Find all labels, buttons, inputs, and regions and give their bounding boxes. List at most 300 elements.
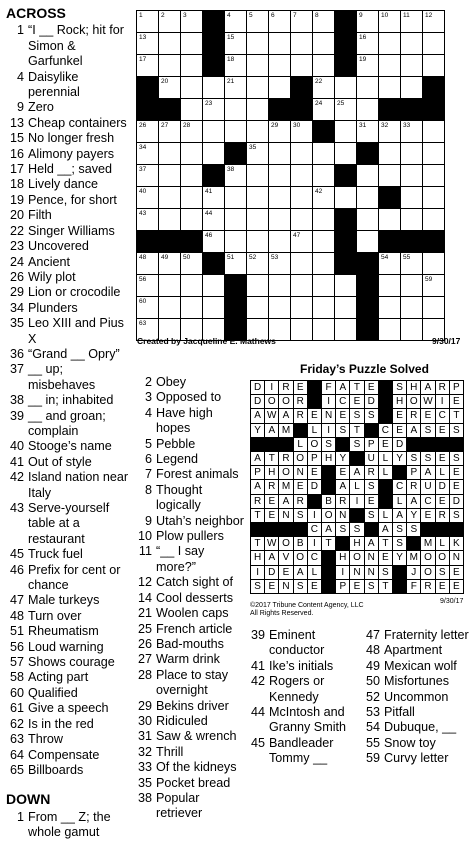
solution-cell: L: [435, 465, 450, 480]
clue-text: Turn over: [28, 608, 82, 623]
clue-text: Rheumatism: [28, 624, 99, 639]
cell-number: 5: [249, 12, 253, 19]
solution-cell: T: [250, 536, 265, 551]
solution-cell: R: [335, 494, 350, 509]
grid-cell: [400, 186, 423, 209]
solution-cell: L: [307, 565, 322, 580]
clue-number: 58: [9, 670, 24, 685]
grid-cell: [334, 274, 357, 297]
cell-number: 40: [139, 188, 147, 195]
cell-number: 55: [403, 254, 411, 261]
solution-block: [307, 380, 322, 395]
grid-cell: [180, 296, 203, 319]
grid-cell: [246, 76, 269, 99]
grid-cell: [136, 274, 159, 297]
solution-cell: I: [349, 494, 364, 509]
clue-text: Have high hopes: [156, 405, 213, 436]
solution-block: [392, 465, 407, 480]
solution-cell: O: [435, 550, 450, 565]
grid-cell: [136, 164, 159, 187]
solution-cell: T: [321, 536, 336, 551]
grid-cell: [136, 120, 159, 143]
solution-cell: M: [406, 550, 421, 565]
grid-block: [356, 318, 379, 341]
grid-block: [290, 98, 313, 121]
solution-block: [307, 494, 322, 509]
solution-cell: Y: [335, 451, 350, 466]
grid-cell: [290, 10, 313, 33]
clue-text: Wily plot: [28, 269, 76, 284]
grid-cell: [422, 252, 445, 275]
grid-cell: [356, 98, 379, 121]
clue-item: [6, 131, 130, 146]
clue-item: [362, 736, 472, 751]
clue-item: [362, 674, 472, 689]
clue-number: 28: [137, 667, 152, 682]
solution-cell: L: [378, 508, 393, 523]
grid-cell: [224, 252, 247, 275]
cell-number: 47: [293, 232, 301, 239]
cell-number: 11: [403, 12, 410, 19]
grid-cell: [290, 186, 313, 209]
solution-cell: L: [378, 451, 393, 466]
clue-number: 12: [137, 575, 152, 590]
solution-date: 9/30/17: [440, 598, 464, 605]
clue-text: Plow pullers: [156, 529, 224, 544]
grid-cell: [136, 32, 159, 55]
clue-text: Rogers or Kennedy: [269, 674, 325, 704]
solution-cell: H: [406, 380, 421, 395]
grid-cell: [136, 142, 159, 165]
clue-item: [6, 439, 130, 454]
grid-cell: [246, 98, 269, 121]
clue-item: [362, 643, 472, 658]
cell-number: 24: [315, 100, 323, 107]
grid-cell: [334, 76, 357, 99]
clue-text: Pocket bread: [156, 775, 231, 790]
clue-number: 18: [9, 177, 24, 192]
clue-item: [362, 751, 472, 766]
solution-cell: N: [293, 465, 308, 480]
clue-item: [6, 208, 130, 223]
cell-number: 63: [139, 320, 147, 327]
cell-number: 37: [139, 166, 147, 173]
solution-block: [435, 437, 450, 452]
clue-number: 8: [144, 482, 152, 497]
grid-cell: [224, 208, 247, 231]
solution-cell: S: [392, 536, 407, 551]
clue-number: 65: [9, 762, 24, 777]
solution-cell: N: [449, 550, 464, 565]
solution-cell: I: [307, 508, 322, 523]
grid-cell: [202, 230, 225, 253]
grid-block: [422, 230, 445, 253]
solution-cell: D: [392, 437, 407, 452]
cell-number: 13: [139, 34, 147, 41]
clue-text: Pence, for short: [28, 192, 117, 207]
clue-number: 40: [9, 439, 24, 454]
clue-item: [247, 705, 359, 736]
cell-number: 32: [381, 122, 389, 129]
cell-number: 18: [227, 56, 235, 63]
clue-number: 48: [365, 643, 380, 658]
clue-text: Give a speech: [28, 701, 109, 716]
clue-text: “I __ Rock; hit for Simon & Garfunkel: [28, 23, 124, 69]
solution-cell: A: [349, 465, 364, 480]
clue-text: Held __; saved: [28, 162, 113, 177]
solution-cell: E: [392, 423, 407, 438]
clue-item: [6, 100, 130, 115]
clue-text: Thrill: [156, 744, 184, 759]
clue-number: 53: [365, 705, 380, 720]
solution-cell: I: [264, 380, 279, 395]
solution-cell: L: [307, 423, 322, 438]
clue-item: [6, 748, 130, 763]
grid-block: [334, 208, 357, 231]
grid-block: [202, 32, 225, 55]
cell-number: 20: [161, 78, 169, 85]
solution-cell: S: [435, 565, 450, 580]
clue-number: 15: [9, 131, 24, 146]
grid-cell: [180, 252, 203, 275]
solution-cell: E: [378, 437, 393, 452]
clue-text: __ up; misbehaves: [28, 362, 96, 392]
clue-text: Stooge’s name: [28, 439, 112, 454]
clue-item: [134, 591, 244, 606]
grid-cell: [158, 32, 181, 55]
solution-block: [420, 522, 435, 537]
clue-number: 1: [16, 809, 24, 824]
clue-item: [134, 437, 244, 452]
solution-cell: E: [435, 423, 450, 438]
grid-cell: [334, 296, 357, 319]
grid-cell: [180, 186, 203, 209]
solution-block: [264, 522, 279, 537]
clue-item: [362, 705, 472, 720]
grid-cell: [202, 208, 225, 231]
grid-cell: [356, 230, 379, 253]
grid-block: [378, 186, 401, 209]
grid-cell: [400, 164, 423, 187]
clue-number: 49: [365, 658, 380, 673]
grid-cell: [158, 252, 181, 275]
down-list-left: [6, 810, 130, 841]
clue-item: [134, 668, 244, 699]
clue-number: 26: [137, 636, 152, 651]
clue-text: “__ I say more?”: [156, 544, 205, 574]
cell-number: 22: [315, 78, 323, 85]
clue-number: 3: [144, 390, 152, 405]
grid-cell: [158, 54, 181, 77]
solution-block: [449, 522, 464, 537]
solution-cell: D: [250, 380, 265, 395]
solution-cell: D: [250, 394, 265, 409]
grid-cell: [268, 186, 291, 209]
grid-cell: [400, 296, 423, 319]
grid-cell: [136, 54, 159, 77]
clue-number: 11: [138, 544, 152, 559]
clue-number: 29: [137, 698, 152, 713]
grid-block: [400, 98, 423, 121]
cell-number: 26: [139, 122, 147, 129]
clue-number: 9: [16, 100, 24, 115]
grid-cell: [268, 296, 291, 319]
grid-cell: [136, 252, 159, 275]
grid-cell: [312, 142, 335, 165]
solution-cell: D: [449, 494, 464, 509]
clue-item: [362, 720, 472, 735]
solution-cell: T: [378, 579, 393, 594]
clue-text: Compensate: [28, 747, 100, 762]
clue-text: Saw & wrench: [156, 729, 237, 744]
clue-text: Out of style: [28, 454, 92, 469]
solution-cell: R: [293, 408, 308, 423]
solution-block: [321, 465, 336, 480]
solution-cell: W: [264, 408, 279, 423]
solution-cell: S: [420, 423, 435, 438]
grid-cell: [378, 274, 401, 297]
solution-cell: A: [293, 565, 308, 580]
clue-text: Loud warning: [28, 639, 104, 654]
grid-cell: [312, 54, 335, 77]
clue-number: 16: [9, 146, 24, 161]
solution-cell: M: [278, 479, 293, 494]
solution-cell: O: [420, 565, 435, 580]
grid-cell: [312, 318, 335, 341]
solution-cell: O: [278, 394, 293, 409]
across-list: [6, 23, 130, 778]
clue-item: [134, 729, 244, 744]
solution-block: [250, 522, 265, 537]
clue-item: [362, 628, 472, 643]
cell-number: 41: [205, 188, 213, 195]
grid-cell: [422, 120, 445, 143]
cell-number: 31: [359, 122, 367, 129]
solution-cell: I: [250, 565, 265, 580]
clue-number: 46: [9, 562, 24, 577]
grid-cell: [290, 252, 313, 275]
clue-number: 45: [9, 547, 24, 562]
clue-number: 45: [250, 735, 265, 750]
grid-cell: [158, 274, 181, 297]
clue-item: [247, 674, 359, 705]
grid-cell: [246, 252, 269, 275]
grid-cell: [224, 186, 247, 209]
solution-cell: N: [364, 550, 379, 565]
clue-item: [6, 686, 130, 701]
grid-cell: [356, 54, 379, 77]
grid-cell: [180, 208, 203, 231]
clue-item: [6, 655, 130, 670]
grid-cell: [290, 120, 313, 143]
cell-number: 27: [161, 122, 169, 129]
solution-block: [349, 451, 364, 466]
grid-block: [202, 164, 225, 187]
cell-number: 7: [293, 12, 297, 19]
solution-cell: H: [335, 550, 350, 565]
clue-item: [6, 285, 130, 300]
grid-cell: [400, 76, 423, 99]
clue-number: 43: [9, 501, 24, 515]
cell-number: 15: [227, 34, 235, 41]
down-clues-column-3: [247, 628, 359, 767]
solution-block: [392, 579, 407, 594]
clue-number: 48: [9, 608, 24, 623]
solution-cell: R: [435, 380, 450, 395]
clue-text: Catch sight of: [156, 575, 234, 590]
grid-block: [202, 54, 225, 77]
grid-cell: [378, 10, 401, 33]
grid-cell: [202, 274, 225, 297]
clue-item: [134, 483, 244, 514]
grid-cell: [268, 230, 291, 253]
cell-number: 9: [359, 12, 363, 19]
solution-cell: E: [335, 465, 350, 480]
clue-number: 10: [137, 529, 152, 544]
solution-cell: T: [264, 451, 279, 466]
clue-item: [134, 699, 244, 714]
solution-cell: E: [307, 408, 322, 423]
clue-item: [6, 609, 130, 624]
clue-text: Obey: [156, 375, 187, 389]
clue-item: [6, 593, 130, 608]
clue-number: 42: [250, 674, 265, 689]
solution-cell: E: [449, 579, 464, 594]
clue-text: Misfortunes: [384, 674, 450, 689]
grid-cell: [246, 32, 269, 55]
solution-cell: F: [321, 380, 336, 395]
cell-number: 30: [293, 122, 301, 129]
clue-number: 5: [144, 436, 152, 451]
solution-cell: L: [392, 494, 407, 509]
solution-cell: A: [278, 494, 293, 509]
grid-block: [136, 76, 159, 99]
clue-item: [6, 717, 130, 732]
cell-number: 56: [139, 276, 147, 283]
solution-cell: N: [321, 408, 336, 423]
clue-item: [134, 637, 244, 652]
grid-block: [224, 274, 247, 297]
clue-text: Acting part: [28, 670, 89, 685]
solution-cell: A: [420, 465, 435, 480]
solution-cell: E: [392, 408, 407, 423]
solution-cell: N: [364, 565, 379, 580]
clue-number: 35: [137, 775, 152, 790]
clue-item: [134, 529, 244, 544]
solution-cell: I: [307, 536, 322, 551]
solution-cell: E: [293, 380, 308, 395]
grid-cell: [312, 208, 335, 231]
clue-item: [6, 470, 130, 501]
clue-text: Thought logically: [156, 482, 203, 513]
clue-number: 38: [9, 393, 24, 408]
cell-number: 34: [139, 144, 147, 151]
grid-cell: [356, 10, 379, 33]
grid-block: [334, 164, 357, 187]
grid-block: [378, 230, 401, 253]
solution-cell: U: [420, 479, 435, 494]
solution-cell: H: [349, 536, 364, 551]
cell-number: 59: [425, 276, 433, 283]
clue-text: Legend: [156, 452, 199, 467]
grid-cell: [422, 186, 445, 209]
solution-cell: R: [435, 508, 450, 523]
grid-block: [224, 296, 247, 319]
solution-cell: O: [278, 536, 293, 551]
cell-number: 46: [205, 232, 213, 239]
clue-number: 29: [9, 285, 24, 300]
grid-cell: [268, 274, 291, 297]
clue-number: 57: [9, 655, 24, 670]
cell-number: 51: [227, 254, 235, 261]
grid-cell: [224, 76, 247, 99]
solution-cell: S: [335, 423, 350, 438]
grid-cell: [334, 98, 357, 121]
clue-text: Cheap containers: [28, 115, 127, 130]
grid-block: [290, 76, 313, 99]
clue-number: 36: [9, 346, 24, 361]
solution-cell: E: [420, 408, 435, 423]
solution-block: [335, 536, 350, 551]
solution-cell: S: [406, 451, 421, 466]
grid-block: [422, 98, 445, 121]
clue-number: 52: [365, 689, 380, 704]
solution-cell: S: [335, 522, 350, 537]
cell-number: 25: [337, 100, 345, 107]
grid-cell: [158, 186, 181, 209]
clue-item: [6, 763, 130, 778]
clue-text: Ancient: [28, 254, 71, 269]
solution-cell: E: [435, 451, 450, 466]
copyright-line2: All Rights Reserved.: [250, 610, 314, 617]
clue-text: Dubuque, __: [384, 720, 457, 735]
clue-text: Throw: [28, 732, 63, 747]
grid-cell: [400, 32, 423, 55]
clue-text: French article: [156, 621, 233, 636]
clue-item: [6, 409, 130, 440]
solution-cell: A: [420, 380, 435, 395]
solution-cell: R: [406, 479, 421, 494]
clue-item: [134, 652, 244, 667]
solution-cell: N: [335, 508, 350, 523]
clue-text: Bekins driver: [156, 698, 229, 713]
cell-number: 12: [425, 12, 433, 19]
clue-number: 44: [250, 705, 265, 720]
grid-cell: [312, 230, 335, 253]
solution-cell: A: [321, 522, 336, 537]
solution-cell: E: [264, 579, 279, 594]
grid-cell: [312, 252, 335, 275]
solution-cell: E: [420, 508, 435, 523]
solution-cell: Y: [250, 423, 265, 438]
clue-item: [6, 347, 130, 362]
grid-block: [268, 98, 291, 121]
solution-cell: T: [349, 423, 364, 438]
solution-cell: S: [392, 380, 407, 395]
clue-text: Qualified: [28, 685, 78, 700]
grid-cell: [312, 32, 335, 55]
solution-cell: R: [420, 579, 435, 594]
clue-number: 42: [9, 470, 24, 485]
clue-number: 35: [9, 316, 24, 331]
cell-number: 23: [205, 100, 213, 107]
solution-cell: O: [307, 437, 322, 452]
clue-text: Pitfall: [384, 705, 415, 720]
clue-item: [6, 316, 130, 347]
solution-block: [293, 522, 308, 537]
clue-item: [134, 467, 244, 482]
solution-cell: R: [250, 494, 265, 509]
